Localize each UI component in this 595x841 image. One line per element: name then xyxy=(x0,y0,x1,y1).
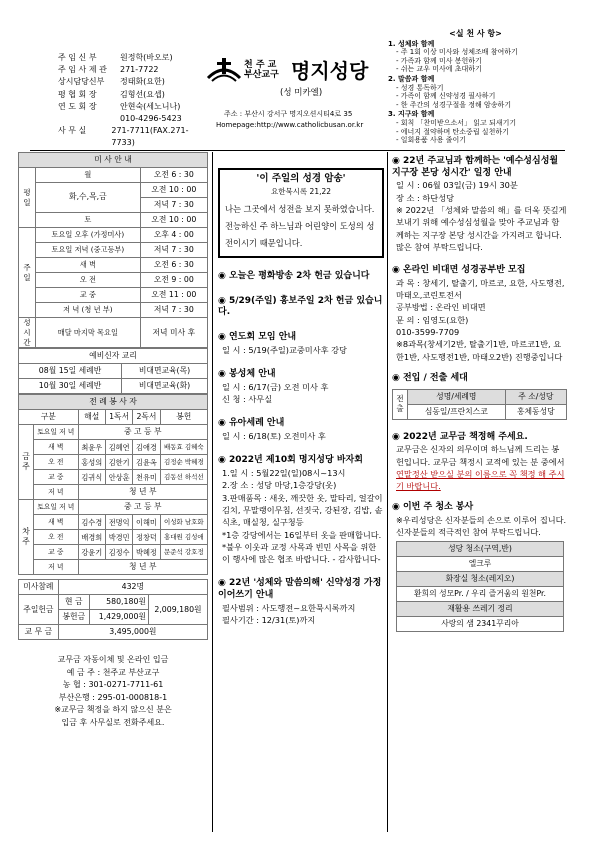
server-name: 김한기 xyxy=(105,455,132,470)
header-info-label xyxy=(58,113,120,125)
org-top: 천 주 교 xyxy=(244,60,277,70)
server-name: 김동선 하석선 xyxy=(160,470,207,485)
notice-body: 공부방법 : 온라인 비대면 xyxy=(396,302,486,313)
notice-body: ※ 2022년 「성체와 말씀의 해」를 더욱 뜻깊게 보내기 위해 예수성심성월을 맞아 주교님과 함께하는 지구장 본당 성시간을 가지려고 합니다. 많은 참여 부탁드립니다. xyxy=(396,204,567,252)
server-name: 김수경 xyxy=(78,515,105,530)
dues-body-2: 교무금 책정시 교적에 있는 분 중에서 xyxy=(432,456,565,467)
clean-table xyxy=(396,541,564,632)
server-row xyxy=(19,470,208,485)
dues-body-1: 교무금은 신자의 의무이며 하느님께 드리는 봉헌입니다. xyxy=(396,444,560,467)
header-info-row xyxy=(58,101,198,113)
bank-line: 예 금 주 : 천주교 부산교구 xyxy=(66,667,160,677)
mass-time: 오전 9 : 00 xyxy=(140,273,207,288)
dues-value: 3,495,000원 xyxy=(58,625,207,640)
server-group: 청 년 부 xyxy=(78,560,207,575)
mass-day: 화,수,목,금 xyxy=(36,183,141,213)
mass-row xyxy=(19,303,208,318)
bank-line: 입금 후 사무실로 전화주세요. xyxy=(61,717,165,727)
server-slot: 저 녁 xyxy=(34,485,79,500)
server-name: 김귀식 xyxy=(78,470,105,485)
server-name: 최윤우 xyxy=(78,440,105,455)
catechism-class: 08월 15일 세례반 xyxy=(19,364,122,379)
server-name: 김정순 박혜경 xyxy=(160,455,207,470)
server-head: 봉헌 xyxy=(160,410,207,425)
bank-info xyxy=(18,654,208,729)
practice-box xyxy=(388,30,563,145)
server-name: 홍대원 김성애 xyxy=(160,530,207,545)
server-row xyxy=(19,530,208,545)
mass-time: 저녁 7 : 30 xyxy=(140,303,207,318)
mass-row xyxy=(19,258,208,273)
clean-row: 환희의 성모Pr. / 우리 즐거움의 원천Pr. xyxy=(397,586,564,601)
notice-title: ◉ 오늘은 평화방송 2차 헌금 있습니다 xyxy=(218,271,370,282)
clean-row: 재활용 쓰레기 정리 xyxy=(397,601,564,616)
mass-time: 저녁 7 : 30 xyxy=(140,198,207,213)
col3 xyxy=(392,150,567,632)
header-info-value: 안현숙(세노니나) xyxy=(120,101,181,111)
server-slot: 오 전 xyxy=(34,530,79,545)
server-slot: 저 녁 xyxy=(34,560,79,575)
mass-row xyxy=(19,213,208,228)
offering-label: 주일헌금 xyxy=(19,595,59,625)
mass-time: 오전 10 : 00 xyxy=(140,183,207,198)
mass-row xyxy=(19,183,208,198)
mass-time: 오전 11 : 00 xyxy=(140,288,207,303)
server-title: 전 례 봉 사 자 xyxy=(19,395,208,410)
envelope-label: 봉헌금 xyxy=(58,610,89,625)
practice-item: - 가족이 함께 신약성경 필사하기 xyxy=(396,92,496,101)
server-row xyxy=(19,545,208,560)
notice-body: 과 목 : 창세기, 탈출기, 마르코, 요한, 사도행전, 마태오,코린토전서 xyxy=(396,277,565,301)
week-label: 금주 xyxy=(19,425,34,500)
server-name: 김정수 xyxy=(105,545,132,560)
notice-body: 2.장 소 : 성당 마당,1층강당(옷) xyxy=(222,480,337,491)
notice-body: 필사범위 : 사도행전~요한묵시록까지 xyxy=(222,602,356,613)
offering-total: 2,009,180원 xyxy=(148,595,207,625)
server-name: 강윤기 xyxy=(78,545,105,560)
notice-body: 문 의 : 임영도(요한) xyxy=(396,314,469,325)
notice-body: 일 시 : 06월 03일(금) 19시 30분 xyxy=(396,180,518,191)
envelope-value: 1,429,000원 xyxy=(89,610,148,625)
server-name: 배경희 xyxy=(78,530,105,545)
cash-value: 580,180원 xyxy=(89,595,148,610)
server-name: 천유미 xyxy=(133,470,160,485)
notice-title: ◉ 유아세례 안내 xyxy=(218,418,285,429)
transfer-name: 심동일/프란치스코 xyxy=(408,404,506,419)
header-info-value: 원정학(바오로) xyxy=(120,53,173,62)
notice-body: *1층 강당에서는 16일부터 옷을 판매합니다. xyxy=(222,529,382,540)
clean-row: 화장실 청소(레지오) xyxy=(397,571,564,586)
server-name: 박혜정 xyxy=(133,545,160,560)
attendance-label: 미사참례 xyxy=(19,580,59,595)
patron: (성 미카엘) xyxy=(280,88,323,98)
mass-day: 교 중 xyxy=(36,288,141,303)
org-name xyxy=(244,60,279,80)
header-info-row xyxy=(58,113,198,125)
header-info-value: 271-7722 xyxy=(120,65,159,75)
header-info-label: 주 임 사 제 관 xyxy=(58,65,107,75)
header-info xyxy=(58,52,198,150)
notice-body: ※8과목(창세기2반, 탈출기1반, 마르코1반, 요한1반, 사도행전1반, 마태오2반) 진행중입니다 xyxy=(396,339,563,362)
catechism-table xyxy=(18,348,208,394)
header-info-row xyxy=(58,64,198,76)
server-slot: 교 중 xyxy=(34,470,79,485)
server-slot: 교 중 xyxy=(34,545,79,560)
server-row xyxy=(19,500,208,515)
mass-group: 성시간 xyxy=(19,318,36,348)
notice-title: ◉ 봉성체 안내 xyxy=(218,369,276,380)
mass-row xyxy=(19,228,208,243)
notice-body: 일 시 : 6/18(토) 오전미사 후 xyxy=(222,431,326,442)
transfer-table xyxy=(392,389,567,420)
transfer-head-name: 성명/세례명 xyxy=(408,389,506,404)
bank-line: 교무금 자동이체 및 온라인 입금 xyxy=(57,655,169,665)
mass-time: 저녁 7 : 30 xyxy=(140,243,207,258)
clean-row: 성당 청소(구역,반) xyxy=(397,541,564,556)
mass-time: 오전 6 : 30 xyxy=(140,168,207,183)
mass-row xyxy=(19,288,208,303)
transfer-label: 전출 xyxy=(393,389,408,419)
week-label: 차주 xyxy=(19,500,34,575)
catechism-mode: 비대면교육(화) xyxy=(122,379,208,394)
server-slot: 토요일 저 녁 xyxy=(34,425,79,440)
server-name: 전명익 xyxy=(105,515,132,530)
practice-item: - 회칙 「찬미받으소서」 읽고 되새기기 xyxy=(396,118,517,127)
verse-box xyxy=(218,168,384,258)
notice-body: 3.판매품목 : 새옷, 깨끗한 옷, 말타리, 얼갈이김치, 무말랭이무침, 선짓국, 강된장, 김밥, 솥식초, 매실청, 실구청등 xyxy=(222,492,383,528)
server-slot: 오 전 xyxy=(34,455,79,470)
server-row xyxy=(19,560,208,575)
clean-body: ※우리성당은 신자분들의 손으로 이루어 집니다. 신자분들의 적극적인 참여 부탁드립니다. xyxy=(396,515,567,538)
col2-items xyxy=(218,271,384,626)
server-head: 2독서 xyxy=(133,410,160,425)
mass-row xyxy=(19,273,208,288)
col-divider-2 xyxy=(387,152,388,832)
server-name: 정창덕 xyxy=(133,530,160,545)
server-head: 1독서 xyxy=(105,410,132,425)
col-divider-1 xyxy=(212,152,213,832)
mass-day: 오 전 xyxy=(36,273,141,288)
header-info-label: 사 무 실 xyxy=(58,126,87,136)
server-head: 구분 xyxy=(19,410,79,425)
header-info-label: 상시담당신부 xyxy=(58,77,105,87)
notice-title: ◉ 22년 '성체와 말씀의해' 신약성경 가정 이어쓰기 안내 xyxy=(218,578,382,601)
server-name: 안상훈 xyxy=(105,470,132,485)
notice-body: 신 청 : 사무실 xyxy=(222,394,273,405)
server-row xyxy=(19,440,208,455)
catechism-title: 예비신자 교리 xyxy=(19,349,208,364)
header-info-label: 연 도 회 장 xyxy=(58,101,97,111)
practice-item: - 가족과 함께 미사 봉헌하기 xyxy=(396,56,482,65)
notice-title: ◉ 22년 주교님과 함께하는 '예수성심성월 지구장 본당 성시간' 일정 안내 xyxy=(392,156,559,178)
bank-line: 부산은행 : 295-01-000818-1 xyxy=(58,692,168,702)
mass-day: 매달 마지막 목요일 xyxy=(36,318,141,348)
catechism-mode: 비대면교육(목) xyxy=(122,364,208,379)
verse-text: 나는 그곳에서 성전을 보지 못하였습니다. 전능하신 주 하느님과 어린양이 도성의 성전이시기 때문입니다. xyxy=(225,204,375,249)
notice-title: ◉ 연도회 모임 안내 xyxy=(218,332,297,343)
server-row xyxy=(19,515,208,530)
server-row xyxy=(19,425,208,440)
church-logo xyxy=(206,58,242,84)
practice-item: - 일회용품 사용 줄이기 xyxy=(396,136,467,145)
dues-label: 교 무 금 xyxy=(19,625,59,640)
org-bottom: 부산교구 xyxy=(244,70,279,80)
mass-time: 오전 6 : 30 xyxy=(140,258,207,273)
header-info-label: 평 협 회 장 xyxy=(58,89,97,99)
cash-label: 현 금 xyxy=(58,595,89,610)
server-name: 이해미 xyxy=(133,515,160,530)
mass-day: 토 xyxy=(36,213,141,228)
server-table xyxy=(18,394,208,575)
mass-day: 저 녁 (청 년 부) xyxy=(36,303,141,318)
mass-group: 주일 xyxy=(19,228,36,318)
clean-row: 엘크루 xyxy=(397,556,564,571)
notice-title: ◉ 5/29(주일) 홍보주일 2차 헌금 있습니다. xyxy=(218,295,383,318)
server-group: 중 고 등 부 xyxy=(78,500,207,515)
practice-head: 2. 말씀과 함께 xyxy=(388,74,435,83)
server-name: 배동효 김혜숙 xyxy=(160,440,207,455)
practice-head: 3. 지구와 함께 xyxy=(388,110,435,119)
verse-title: '이 주일의 성경 암송' xyxy=(256,173,346,184)
notice-body: 1.일 시 : 5월22일(일)08시~13시 xyxy=(222,468,346,479)
server-row xyxy=(19,485,208,500)
server-name: 홍성의 xyxy=(78,455,105,470)
transfer-title: ◉ 전입 / 전출 세대 xyxy=(392,372,468,383)
header-info-value: 271-7711(FAX.271-7733) xyxy=(111,126,189,148)
bank-line: ※교무금 책정을 하지 않으신 분은 xyxy=(54,705,172,715)
practice-title: <실 천 사 항> xyxy=(449,29,502,38)
stats-table xyxy=(18,579,208,640)
mass-day: 토요일 오후 (가정미사) xyxy=(36,228,141,243)
church-name: 명지성당 xyxy=(291,59,369,83)
col3-items xyxy=(392,156,567,363)
header-info-row xyxy=(58,89,198,101)
server-name: 김윤옥 xyxy=(133,455,160,470)
header-info-row xyxy=(58,125,198,149)
mass-day: 토요일 저녁 (중고등부) xyxy=(36,243,141,258)
server-group: 중 고 등 부 xyxy=(78,425,207,440)
notice-body: 일 시 : 6/17(금) 오전 미사 후 xyxy=(222,381,329,392)
notice-body: 일 시 : 5/19(주일)교중미사후 강당 xyxy=(222,344,347,355)
practice-item: - 한 주간의 성경구절을 정해 암송하기 xyxy=(396,100,512,109)
mass-group: 평일 xyxy=(19,168,36,228)
homepage[interactable]: Homepage:http://www.catholicbusan.or.kr xyxy=(216,121,364,129)
server-name: 김애경 xyxy=(133,440,160,455)
transfer-addr: 홍체동성당 xyxy=(505,404,566,419)
catechism-class: 10월 30일 세례반 xyxy=(19,379,122,394)
server-slot: 토요일 저 녁 xyxy=(34,500,79,515)
server-name: 김혜연 xyxy=(105,440,132,455)
clean-title: ◉ 이번 주 청소 봉사 xyxy=(392,502,474,513)
notice-title: ◉ 2022년 제10회 명지성당 바자회 xyxy=(218,455,363,466)
verse-ref: 요한묵시록 21,22 xyxy=(270,187,332,197)
notice-body: 장 소 : 하단성당 xyxy=(396,192,455,203)
mass-row xyxy=(19,318,208,348)
bank-line: 농 협 : 301-0271-7711-61 xyxy=(62,680,164,690)
header-info-value: 정태화(요한) xyxy=(120,77,165,87)
header-info-row xyxy=(58,76,198,88)
mass-table xyxy=(18,152,208,348)
server-slot: 새 벽 xyxy=(34,440,79,455)
mass-day: 새 벽 xyxy=(36,258,141,273)
mass-time: 오전 10 : 00 xyxy=(140,213,207,228)
practice-item: - 쉬는 교우 미사에 초대하기 xyxy=(396,65,482,74)
attendance-value: 432명 xyxy=(58,580,207,595)
mass-day: 월 xyxy=(36,168,141,183)
practice-list xyxy=(388,40,563,145)
notice-title: ◉ 온라인 비대면 성경공부반 모집 xyxy=(392,265,526,276)
mass-row xyxy=(19,168,208,183)
mass-section xyxy=(18,152,208,729)
col2 xyxy=(218,168,384,626)
address: 주소 : 부산시 강서구 명지오션시티4로 35 xyxy=(224,110,353,118)
logo-icon xyxy=(206,58,242,84)
header-info-label: 주 임 신 부 xyxy=(58,53,97,62)
header-info-value: 김형선(요셉) xyxy=(120,89,165,99)
server-row xyxy=(19,455,208,470)
mass-title: 미 사 안 내 xyxy=(19,153,208,168)
dues-body xyxy=(392,443,567,492)
server-name: 박경민 xyxy=(105,530,132,545)
practice-item: - 에너지 절약하며 탄소중립 실천하기 xyxy=(396,127,509,136)
header-info-value: 010-4296-5423 xyxy=(120,114,182,124)
practice-head: 1. 성체와 함께 xyxy=(388,39,435,48)
practice-item: - 성경 통독하기 xyxy=(396,83,444,92)
notice-body: *불우 이웃과 교정 사목과 빈민 사목을 위한 이 행사에 많은 협조 바랍니다. - 감사합니다- xyxy=(222,541,381,565)
notice-body: 010-3599-7709 xyxy=(396,327,460,338)
transfer-head-addr: 주 소/성당 xyxy=(505,389,566,404)
server-head: 해설 xyxy=(78,410,105,425)
dues-title: ◉ 2022년 교무금 책정해 주세요. xyxy=(392,431,528,442)
clean-row: 사랑의 샘 2341꾸리아 xyxy=(397,616,564,631)
notice-body: 필사기간 : 12/31(토)까지 xyxy=(222,615,316,626)
server-slot: 새 벽 xyxy=(34,515,79,530)
dues-body-3: 연말정산 받으실 분의 이름으로 꼭 책정 해 주시기 바랍니다. xyxy=(396,468,565,492)
server-name: 이성화 남호화 xyxy=(160,515,207,530)
header-info-row xyxy=(58,52,198,64)
practice-item: - 주 1회 이상 미사와 성체조배 참여하기 xyxy=(396,48,518,57)
server-name: 문준석 강호정 xyxy=(160,545,207,560)
server-group: 청 년 부 xyxy=(78,485,207,500)
mass-time: 저녁 미사 후 xyxy=(140,318,207,348)
mass-time: 오후 4 : 00 xyxy=(140,228,207,243)
mass-row xyxy=(19,243,208,258)
